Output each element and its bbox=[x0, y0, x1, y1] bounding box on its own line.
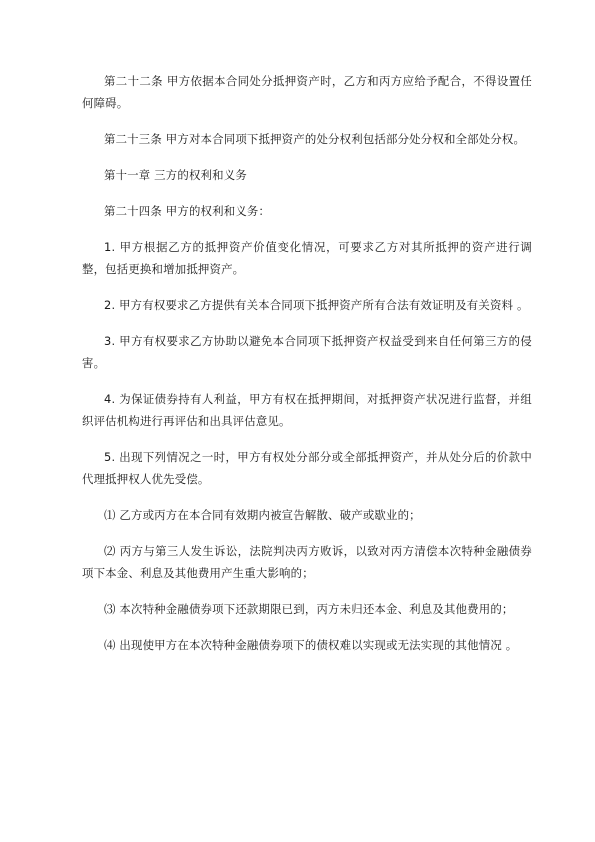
sub-item-3: ⑶ 本次特种金融债券项下还款期限已到，丙方未归还本金、利息及其他费用的； bbox=[104, 602, 514, 616]
item-4: 4. 为保证债券持有人利益，甲方有权在抵押期间，对抵押资产状况进行监督，并组织评估机构进行再评估和出具评估意见。 bbox=[82, 392, 532, 428]
item-1: 1. 甲方根据乙方的抵押资产价值变化情况，可要求乙方对其所抵押的资产进行调整，包括更换和增加抵押资产。 bbox=[82, 240, 532, 276]
item-5: 5. 出现下列情况之一时，甲方有权处分部分或全部抵押资产，并从处分后的价款中代理抵押权人优先受偿。 bbox=[82, 450, 532, 486]
chapter-11-heading: 第十一章 三方的权利和义务 bbox=[104, 168, 247, 182]
sub-item-2: ⑵ 丙方与第三人发生诉讼，法院判决丙方败诉，以致对丙方清偿本次特种金融债券项下本金、利息及其他费用产生重大影响的； bbox=[82, 544, 532, 580]
article-22: 第二十二条 甲方依据本合同处分抵押资产时，乙方和丙方应给予配合，不得设置任何障碍。 bbox=[82, 74, 532, 110]
item-2: 2. 甲方有权要求乙方提供有关本合同项下抵押资产所有合法有效证明及有关资料 。 bbox=[104, 298, 529, 312]
document-body bbox=[82, 70, 532, 670]
sub-item-1: ⑴ 乙方或丙方在本合同有效期内被宣告解散、破产或歇业的； bbox=[104, 508, 421, 522]
item-3: 3. 甲方有权要求乙方协助以避免本合同项下抵押资产权益受到来自任何第三方的侵害。 bbox=[82, 334, 532, 370]
article-23: 第二十三条 甲方对本合同项下抵押资产的处分权利包括部分处分权和全部处分权。 bbox=[104, 132, 526, 146]
sub-item-4: ⑷ 出现使甲方在本次特种金融债券项下的债权难以实现或无法实现的其他情况 。 bbox=[104, 638, 518, 652]
article-24: 第二十四条 甲方的权利和义务： bbox=[104, 204, 271, 218]
